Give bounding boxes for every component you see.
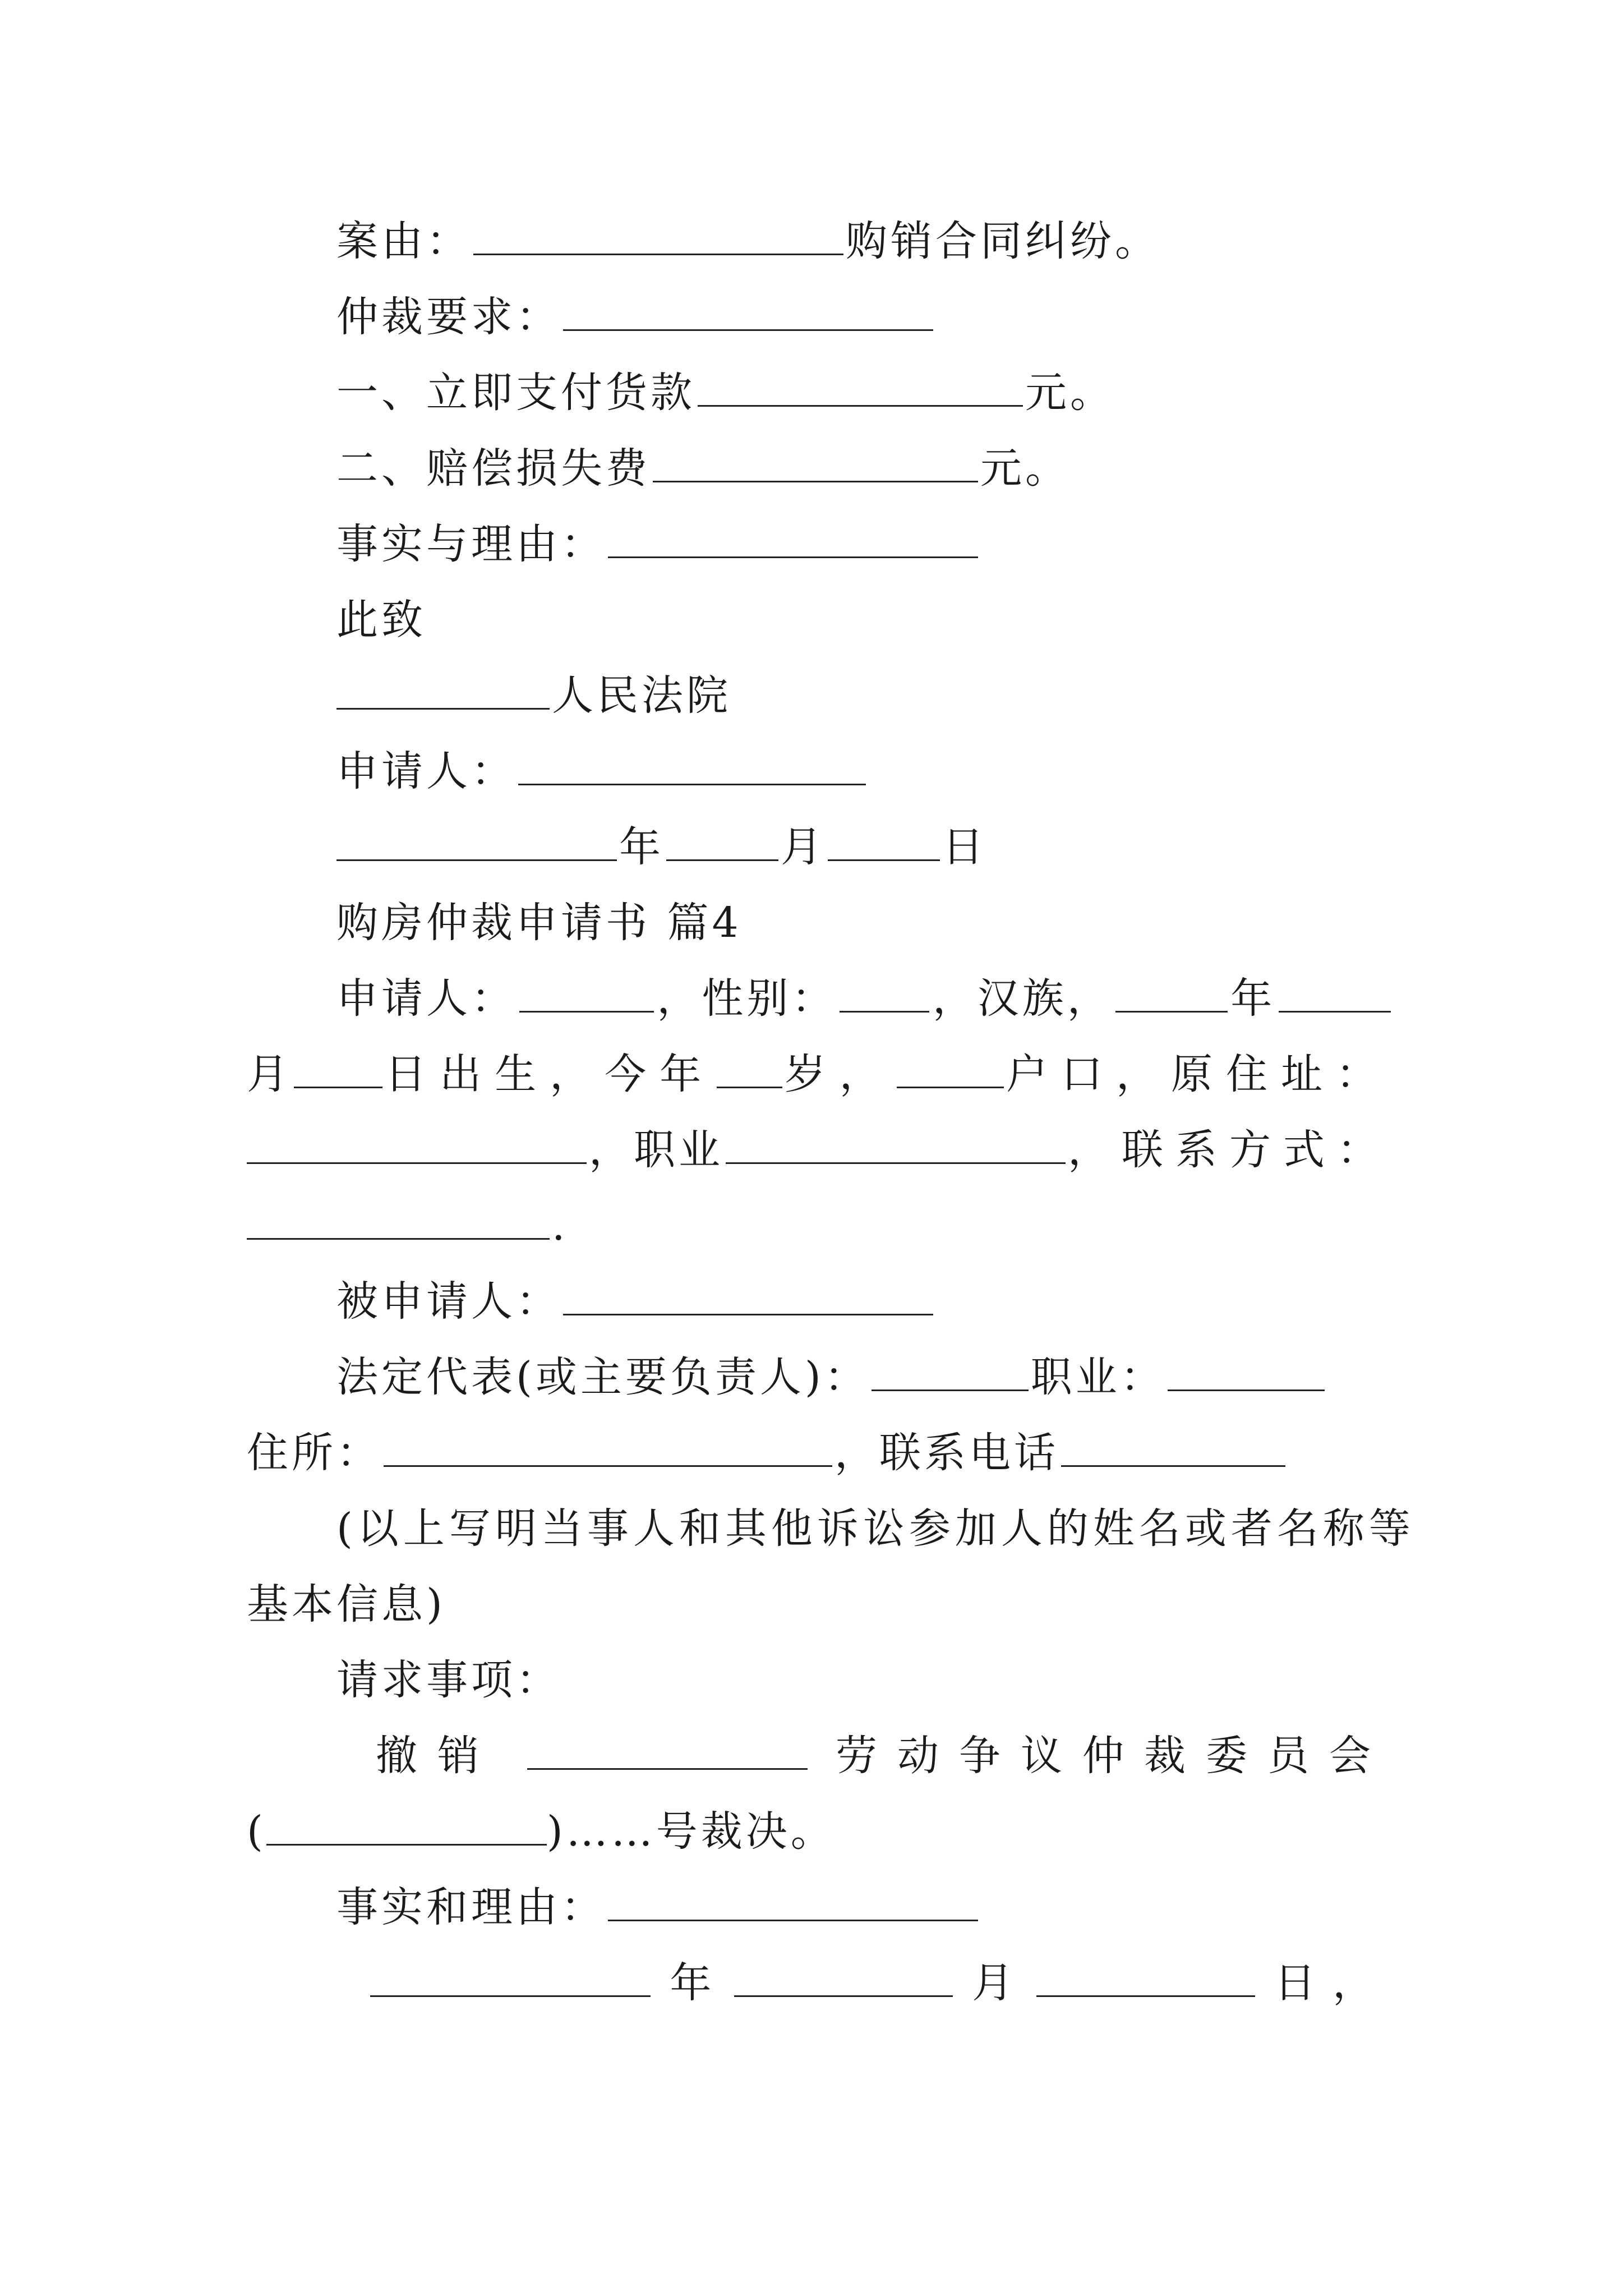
demand-one-suffix: 元。: [1025, 369, 1115, 417]
date-day-blank: [828, 818, 940, 861]
arbitration-request-blank: [563, 288, 933, 331]
applicant-sign-line: [336, 740, 1391, 802]
case-cause-label: 案由：: [336, 217, 471, 265]
applicant-info-line-3: [247, 1119, 1391, 1181]
facts-year-label: 年: [670, 1959, 715, 2007]
applicant-label: 申请人：: [336, 974, 516, 1023]
facts-reasons-label: 事实与理由：: [336, 520, 606, 568]
legal-rep-line: [336, 1346, 1391, 1408]
contact-blank: [247, 1197, 550, 1240]
ruling-open: (: [247, 1807, 266, 1856]
facts-day-blank: [1036, 1954, 1255, 1997]
facts-month-blank: [734, 1954, 953, 1997]
section-heading: [336, 892, 1391, 954]
age-blank: [717, 1045, 782, 1088]
contact-end: .: [552, 1202, 569, 1250]
birth-day-label: 日出生，今年: [385, 1050, 715, 1098]
legal-rep-occupation-label: 职业：: [1030, 1353, 1165, 1401]
note-text-1: (以上写明当事人和其他诉讼参加人的姓名或者名称等: [336, 1504, 1415, 1553]
birth-month-label: 月: [247, 1050, 292, 1098]
note-line-2: [247, 1573, 1391, 1635]
date-line: [336, 816, 1391, 878]
birth-year-label: 年: [1230, 974, 1276, 1023]
ruling-number-blank: [266, 1802, 547, 1846]
legal-rep-label: 法定代表(或主要负责人)：: [336, 1353, 869, 1401]
demand-one-line: [336, 362, 1391, 424]
applicant-name-blank: [519, 969, 654, 1013]
facts-line: [336, 1876, 1391, 1938]
ruling-close: )……号裁决。: [546, 1807, 836, 1856]
demand-one-blank: [698, 364, 1023, 407]
legal-rep-blank: [872, 1348, 1029, 1391]
phone-blank: [1061, 1424, 1285, 1467]
note-line-1: [336, 1498, 1415, 1559]
section-heading-text: 购房仲裁申请书 篇4: [336, 899, 742, 947]
occupation-label: ，职业: [589, 1126, 723, 1174]
household-blank: [897, 1045, 1004, 1088]
date-month-label: 月: [781, 823, 826, 871]
demand-two-suffix: 元。: [980, 444, 1070, 493]
occupation-blank: [726, 1121, 1066, 1164]
facts-date-line: [370, 1952, 1391, 2014]
age-label: 岁，: [784, 1050, 895, 1098]
salutation-text: 此致: [336, 596, 426, 644]
arbitration-request-line: [336, 286, 1391, 348]
case-cause-line: [336, 210, 1391, 272]
respondent-blank: [563, 1272, 933, 1315]
address-blank: [247, 1121, 587, 1164]
facts-reasons-blank: [608, 515, 978, 558]
facts-year-blank: [370, 1954, 651, 1997]
demand-two-label: 二、赔偿损失费: [336, 444, 651, 493]
facts-reasons-line: [336, 513, 1391, 575]
ruling-line: [247, 1801, 1391, 1862]
demand-two-blank: [653, 439, 978, 482]
note-text-2: 基本信息): [247, 1580, 446, 1628]
respondent-label: 被申请人：: [336, 1277, 561, 1326]
birth-day-blank: [294, 1045, 382, 1088]
birth-year-blank: [1115, 969, 1228, 1013]
facts-label: 事实和理由：: [336, 1883, 606, 1931]
birth-month-blank: [1279, 969, 1391, 1013]
revoke-line: [376, 1725, 1391, 1787]
arbitration-request-label: 仲裁要求：: [336, 293, 561, 341]
phone-label: ，联系电话: [834, 1429, 1059, 1477]
case-cause-blank: [473, 212, 843, 255]
residence-label: 住所：: [247, 1429, 381, 1477]
case-cause-suffix: 购销合同纠纷。: [846, 217, 1160, 265]
residence-blank: [384, 1424, 832, 1467]
revoke-committee-blank: [527, 1727, 808, 1770]
facts-day-label: 日，: [1274, 1959, 1391, 2007]
date-month-blank: [666, 818, 778, 861]
court-blank: [336, 666, 550, 710]
demand-one-label: 一、立即支付货款: [336, 369, 695, 417]
demand-two-line: [336, 438, 1391, 499]
date-year-blank: [336, 818, 617, 861]
applicant-sign-label: 申请人：: [336, 747, 516, 795]
residence-line: [247, 1422, 1391, 1484]
gender-blank: [840, 969, 929, 1013]
legal-rep-occupation-blank: [1168, 1348, 1325, 1391]
court-line: [336, 665, 1391, 726]
facts-month-label: 月: [972, 1959, 1017, 2007]
date-year-label: 年: [619, 823, 664, 871]
contact-label: ，联系方式：: [1068, 1126, 1391, 1174]
applicant-info-line-1: [336, 968, 1391, 1029]
applicant-sign-blank: [518, 742, 866, 785]
date-day-label: 日: [942, 823, 987, 871]
facts-blank: [608, 1878, 978, 1921]
applicant-info-line-2: [247, 1043, 1391, 1105]
applicant-info-line-4: [247, 1195, 1391, 1257]
revoke-label: 撤销: [376, 1732, 499, 1780]
committee-label: 劳动争议仲裁委员会: [836, 1732, 1391, 1780]
household-label: 户口，原住址：: [1006, 1050, 1391, 1098]
respondent-line: [336, 1271, 1391, 1332]
claims-heading-line: [336, 1649, 1391, 1711]
salutation-line: [336, 589, 1391, 651]
court-label: 人民法院: [552, 671, 731, 720]
ethnicity-label: ，汉族，: [932, 974, 1112, 1023]
gender-label: ，性别：: [657, 974, 837, 1023]
claims-heading: 请求事项：: [336, 1656, 561, 1704]
